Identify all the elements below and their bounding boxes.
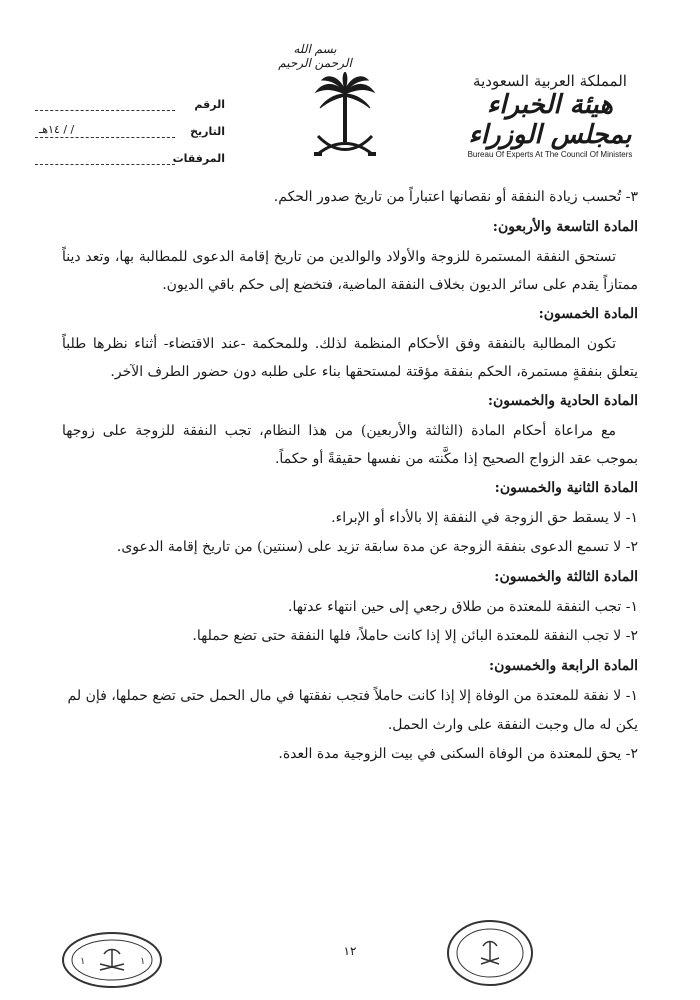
date-value: / / ١٤هـ <box>35 123 175 138</box>
basmala: بسم الله الرحمن الرحيم <box>278 42 352 70</box>
official-stamp-left <box>60 930 165 990</box>
article-paragraph: مع مراعاة أحكام المادة (الثالثة والأربعين) من هذا النظام، تجب النفقة للزوجة على زوجها بموجب عقد الزواج الصحيح إذا مكَّنته من نفسها حقيقةً أو حكماً. <box>62 423 638 467</box>
page-number: ١٢ <box>343 944 357 958</box>
article-heading: المادة الخمسون: <box>538 306 638 322</box>
date-field-row <box>35 111 225 138</box>
article-heading: المادة الحادية والخمسون: <box>487 393 638 409</box>
article-paragraph: تستحق النفقة المستمرة للزوجة والأولاد والوالدين من تاريخ إقامة الدعوى للمطالبة بها، وتعد ديناً ممتازاً يقدم على سائر الديون بخلاف النفقة الماضية، فتخضع إلى حكم باقي الديون. <box>62 249 638 293</box>
article-heading: المادة الثالثة والخمسون: <box>494 569 638 585</box>
document-body <box>62 183 638 769</box>
attachments-label: المرفقات <box>172 152 225 165</box>
clause-item: ١- تجب النفقة للمعتدة من طلاق رجعي إلى حين انتهاء عدتها. <box>288 599 638 615</box>
number-field-row <box>35 84 225 111</box>
clause-item: ٣- تُحسب زيادة النفقة أو نقصانها اعتباراً من تاريخ صدور الحكم. <box>273 189 638 205</box>
letterhead-bureau <box>450 72 650 159</box>
number-line <box>35 96 175 111</box>
article-heading: المادة التاسعة والأربعون: <box>492 219 638 235</box>
date-label: التاريخ <box>190 125 225 138</box>
number-label: الرقم <box>194 98 225 111</box>
bureau-name-english: Bureau Of Experts At The Council Of Ministers <box>467 150 633 159</box>
svg-text:١: ١ <box>140 956 146 967</box>
clause-item: ١- لا يسقط حق الزوجة في النفقة إلا بالأداء أو الإبراء. <box>331 510 638 526</box>
letter-meta-fields <box>35 84 225 165</box>
clause-item: ٢- لا تسمع الدعوى بنفقة الزوجة عن مدة سابقة تزيد على (سنتين) من تاريخ إقامة الدعوى. <box>116 539 638 555</box>
clause-item: ٢- يحق للمعتدة من الوفاة السكنى في بيت الزوجية مدة العدة. <box>278 746 638 762</box>
article-heading: المادة الثانية والخمسون: <box>494 480 638 496</box>
clause-item: ١- لا نفقة للمعتدة من الوفاة إلا إذا كانت حاملاً فتجب نفقتها في مال الحمل حتى تضع حملها، فإن لم يكن له مال وجبت النفقة على وارث الحمل. <box>67 688 638 733</box>
kingdom-name: المملكة العربية السعودية <box>473 72 627 90</box>
clause-item: ٢- لا تجب النفقة للمعتدة البائن إلا إذا كانت حاملاً، فلها النفقة حتى تضع حملها. <box>192 628 638 644</box>
article-paragraph: تكون المطالبة بالنفقة وفق الأحكام المنظمة لذلك. وللمحكمة -عند الاقتضاء- أثناء نظرها طلباً يتعلق بنفقةٍ مستمرة، الحكم بنفقة مؤقتة لمستحقها بناء على طلبه دون حضور الطرف الآخر. <box>62 336 638 380</box>
palm-and-swords-emblem-icon <box>310 72 380 162</box>
article-heading: المادة الرابعة والخمسون: <box>489 658 638 674</box>
attachments-field-row <box>35 138 225 165</box>
bureau-name-arabic: هيئة الخبراء بمجلس الوزراء <box>468 90 632 150</box>
svg-text:١: ١ <box>80 956 86 967</box>
attachments-line <box>35 150 175 165</box>
